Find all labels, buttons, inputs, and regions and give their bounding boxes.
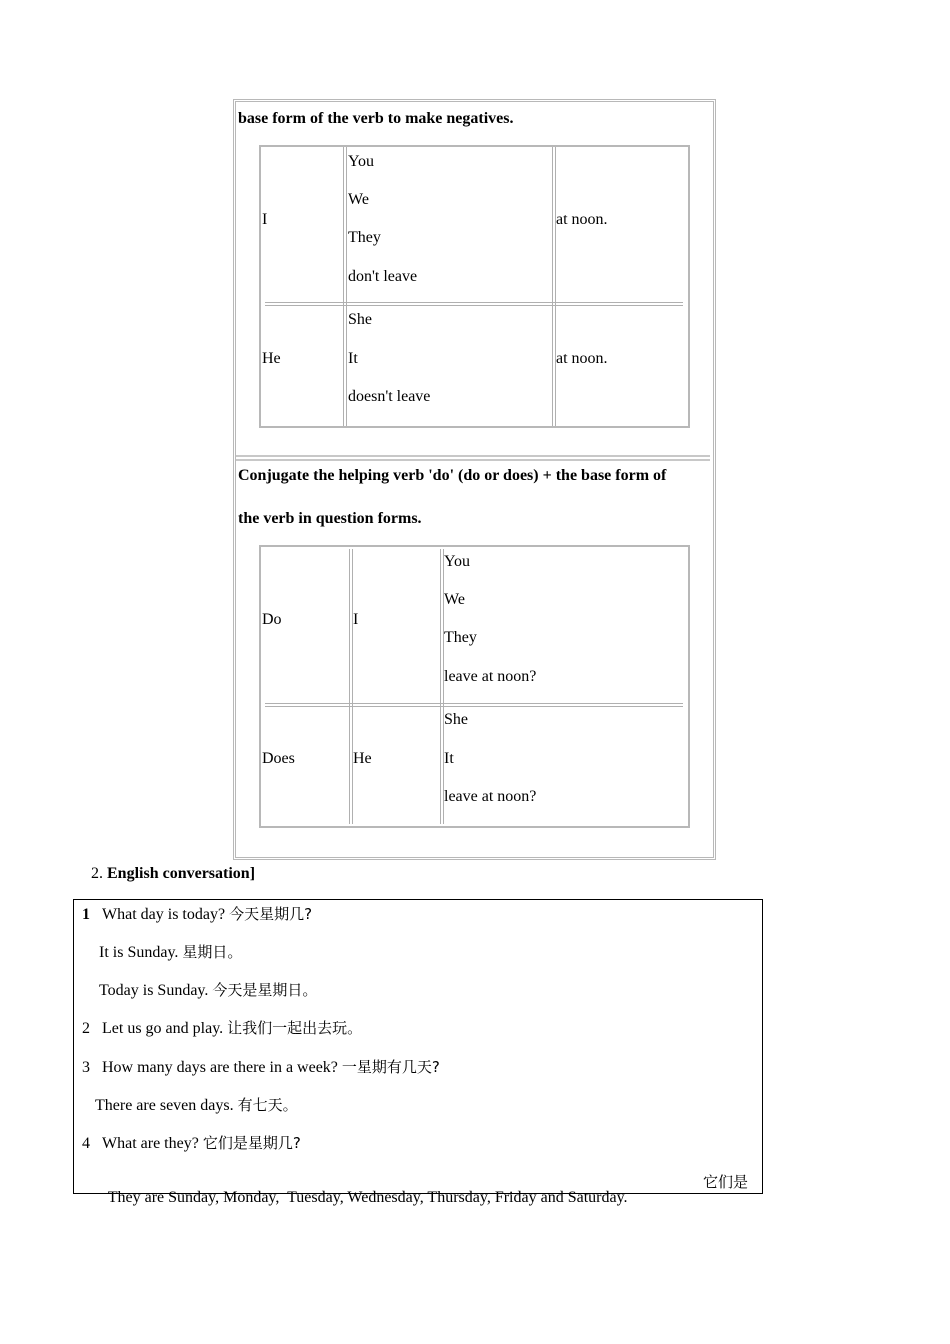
q-row2-line: leave at noon? [444, 788, 537, 805]
conversation-line [99, 941, 242, 962]
q-row2-aux: Does [262, 750, 295, 767]
section-title: English conversation] [107, 865, 256, 882]
english-text: It is Sunday. [99, 944, 179, 961]
english-text: Let us go and play. [102, 1020, 224, 1037]
line-number: 1 [82, 906, 90, 923]
line-number: 3 [82, 1059, 90, 1076]
q-row1-line: You [444, 553, 470, 570]
chinese-text: 今天是星期日。 [212, 981, 318, 999]
neg-row1-subject: I [262, 211, 268, 228]
neg-row1-end: at noon. [556, 211, 608, 228]
conversation-line [82, 1132, 301, 1153]
q-row1-line: We [444, 591, 465, 608]
neg-row1-line: They [348, 229, 381, 246]
chinese-text: 今天星期几? [229, 905, 313, 923]
neg-row1-line: We [348, 191, 369, 208]
line-number: 2 [82, 1020, 90, 1037]
neg-row1-line: You [348, 153, 374, 170]
questions-heading-line1: Conjugate the helping verb 'do' (do or does) + the base form of [238, 467, 667, 484]
english-text: What are they? [102, 1135, 199, 1152]
section-2-heading [91, 865, 255, 883]
conversation-line [95, 1094, 298, 1115]
column-divider [343, 147, 347, 426]
english-text: There are seven days. [95, 1097, 234, 1114]
neg-row2-line: doesn't leave [348, 388, 431, 405]
conversation-line [82, 903, 312, 924]
chinese-text: 它们是星期几? [202, 1134, 301, 1152]
q-row2-subject: He [353, 750, 372, 767]
chinese-text: 一星期有几天? [341, 1058, 440, 1076]
line-number: 4 [82, 1135, 90, 1152]
negatives-table [259, 145, 690, 428]
q-row1-aux: Do [262, 611, 282, 628]
chinese-text: 星期日。 [182, 943, 243, 961]
english-text: How many days are there in a week? [102, 1059, 338, 1076]
questions-heading-line2: the verb in question forms. [238, 510, 422, 527]
q-row1-subject: I [353, 611, 359, 628]
negatives-heading: base form of the verb to make negatives. [238, 110, 514, 127]
column-divider [552, 147, 556, 426]
column-divider [349, 549, 353, 824]
neg-row2-end: at noon. [556, 350, 608, 367]
neg-row2-line: It [348, 350, 358, 367]
chinese-text: 有七天。 [237, 1096, 298, 1114]
neg-row2-subject: He [262, 350, 281, 367]
conversation-line [99, 979, 317, 1000]
q-row1-line: leave at noon? [444, 668, 537, 685]
section-separator [236, 455, 710, 461]
conversation-line [82, 1056, 440, 1077]
conversation-line [82, 1017, 362, 1038]
section-number: 2. [91, 865, 103, 882]
conversation-line [100, 1171, 628, 1207]
neg-row1-line: don't leave [348, 268, 418, 285]
english-text: What day is today? [102, 906, 226, 923]
q-row1-line: They [444, 629, 477, 646]
row-divider [265, 703, 683, 707]
chinese-text: 它们是 [703, 1173, 749, 1191]
row-divider [265, 302, 683, 306]
neg-row2-line: She [348, 311, 372, 328]
questions-table [259, 545, 690, 828]
english-text: They are Sunday, Monday, Tuesday, Wednesday, Thursday, Friday and Saturday. [107, 1189, 628, 1206]
q-row2-line: She [444, 711, 468, 728]
q-row2-line: It [444, 750, 454, 767]
english-text: Today is Sunday. [99, 982, 209, 999]
chinese-text: 让我们一起出去玩。 [227, 1019, 363, 1037]
